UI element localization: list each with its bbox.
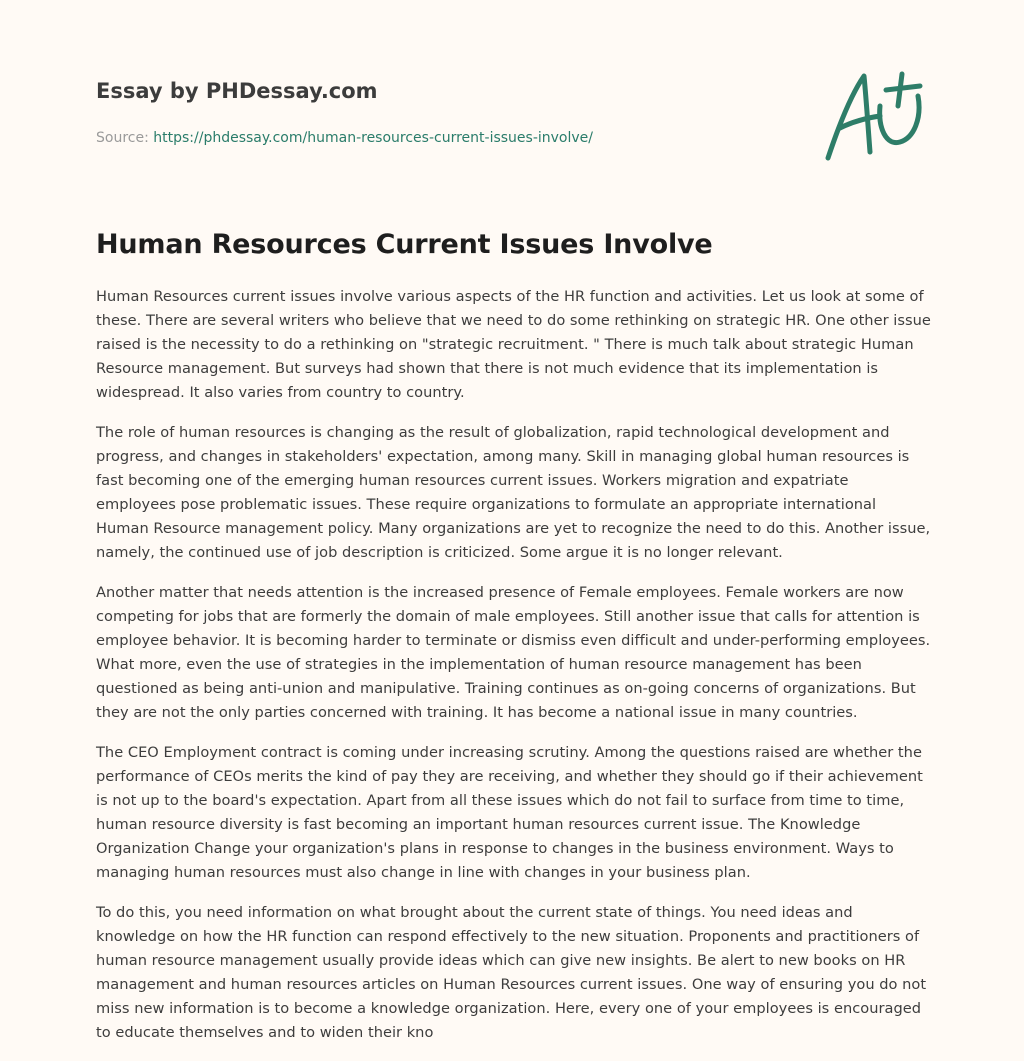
essay-paragraph: Another matter that needs attention is the increased presence of Female employees. Female workers are now competing for jobs that are formerly the domain of male employees. Still another issue that calls for attention is employee behavior. It is becoming harder to terminate or dismiss even difficult and under-performing employees. What more, even the use of strategies in the implementation of human resource management has been questioned as being anti-union and manipulative. Training continues as on-going concerns of organizations. But they are not the only parties concerned with training. It has become a national issue in many countries. [96,584,931,721]
source-line [96,129,796,147]
source-link[interactable]: https://phdessay.com/human-resources-current-issues-involve/ [153,130,594,146]
essay-body [96,285,932,1061]
site-title: Essay by PHDessay.com [96,79,378,103]
essay-paragraph: To do this, you need information on what brought about the current state of things. You need ideas and knowledge on how the HR function can respond effectively to the new situation. Proponents and practitioners of human resource management usually provide ideas which can give new insights. Be alert to new books on HR management and human resources articles on Human Resources current issues. One way of ensuring you do not miss new information is to become a knowledge organization. Here, every one of your employees is encouraged to educate themselves and to widen their kno [96,904,927,1041]
essay-paragraph: The role of human resources is changing as the result of globalization, rapid technological development and progress, and changes in stakeholders' expectation, among many. Skill in managing global human resources is fast becoming one of the emerging human resources current issues. Workers migration and expatriate employees pose problematic issues. These require organizations to formulate an appropriate international Human Resource management policy. Many organizations are yet to recognize the need to do this. Another issue, namely, the continued use of job description is criticized. Some argue it is no longer relevant. [96,424,931,561]
essay-paragraph: The CEO Employment contract is coming under increasing scrutiny. Among the questions raised are whether the performance of CEOs merits the kind of pay they are receiving, and whether they should go if their achievement is not up to the board's expectation. Apart from all these issues which do not fail to surface from time to time, human resource diversity is fast becoming an important human resources current issue. The Knowledge Organization Change your organization's plans in response to changes in the business environment. Ways to managing human resources must also change in line with changes in your business plan. [96,744,923,881]
a-plus-logo [818,66,930,166]
essay-title: Human Resources Current Issues Involve [96,229,713,260]
a-plus-logo-icon [818,66,930,166]
source-label: Source: [96,130,149,146]
essay-paragraph: Human Resources current issues involve various aspects of the HR function and activities. Let us look at some of these. There are several writers who believe that we need to do some rethinking on strategic HR. One other issue raised is the necessity to do a rethinking on "strategic recruitment. " There is much talk about strategic Human Resource management. But surveys had shown that there is not much evidence that its implementation is widespread. It also varies from country to country. [96,288,931,401]
page-header [96,78,796,147]
